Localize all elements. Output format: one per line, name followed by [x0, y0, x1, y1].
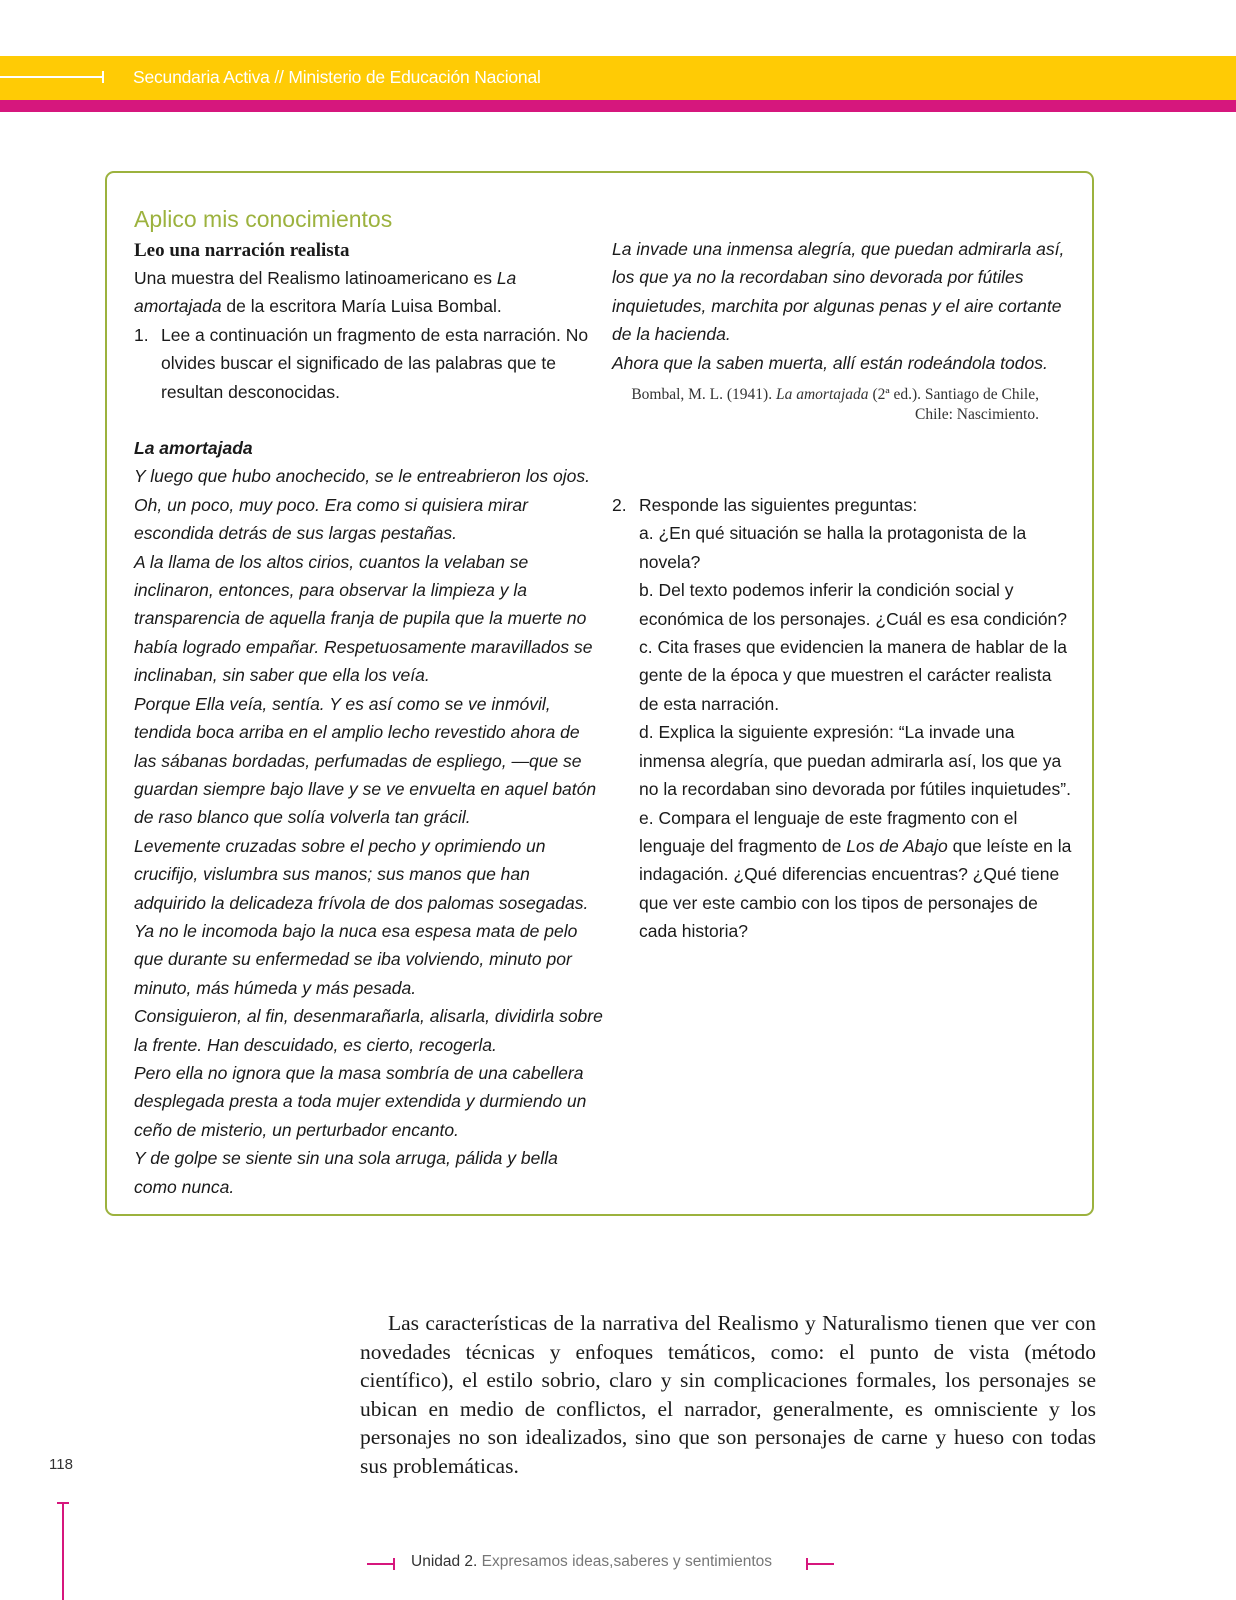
side-rule-mark	[62, 1502, 64, 1600]
activity-right-column	[612, 235, 1072, 946]
excerpt-paragraph: Consiguieron, al fin, desenmarañarla, alisarla, dividirla sobre la frente. Han descuidado, es cierto, recogerla.	[134, 1006, 603, 1055]
excerpt-paragraph: Porque Ella veía, sentía. Y es así como se ve inmóvil, tendida boca arriba en el amplio lecho revestido ahora de las sábanas bordadas, perfumadas de espliego, —que se guardan siempre bajo llave y se ve envuelta en aquel batón de raso blanco que solía volverla tan grácil.	[134, 693, 597, 828]
footer-rule-right	[806, 1563, 834, 1565]
header-rule-mark	[0, 76, 104, 78]
instruction-text: Responde las siguientes preguntas:	[639, 495, 918, 516]
question-e-work-title: Los de Abajo	[846, 835, 948, 856]
question-e-text-1: e. Compara el lenguaje de este fragmento con el lenguaje del fragmento de	[639, 807, 1018, 856]
instruction-number: 2.	[612, 495, 627, 516]
excerpt-paragraph: Y de golpe se siente sin una sola arruga, pálida y bella como nunca.	[134, 1148, 558, 1197]
intro-work-title: La amortajada	[134, 268, 517, 317]
activity-title: Aplico mis conocimientos	[134, 206, 393, 232]
question-e-text-2: que leíste en la indagación. ¿Qué diferencias encuentras? ¿Qué tiene que ver este cambio con los tipos de personajes de cada historia?	[639, 835, 1072, 942]
excerpt-title: La amortajada	[134, 438, 253, 459]
questions-section	[612, 491, 1072, 946]
question-e	[612, 804, 1072, 946]
footer-label	[411, 1553, 772, 1571]
page-number: 118	[49, 1456, 73, 1473]
activity-left-column	[134, 205, 604, 1201]
activity-intro	[134, 264, 604, 321]
instruction-number: 1.	[134, 324, 149, 345]
instruction-item-2	[612, 491, 1072, 519]
footer-rule-left	[367, 1563, 395, 1565]
excerpt-paragraph: A la llama de los altos cirios, cuantos la velaban se inclinaron, entonces, para observar la limpieza y la transparencia de aquella franja de pupila que la muerte no había logrado empañar. Respetuosamente maravillados se inclinaban, sin saber que ella los veía.	[134, 551, 593, 686]
header-accent-stripe	[0, 100, 1236, 112]
intro-text-1: Una muestra del Realismo latinoamericano es	[134, 268, 497, 288]
question-c: c. Cita frases que evidencien la manera de hablar de la gente de la época y que muestren el carácter realista de esta narración.	[639, 637, 1068, 714]
body-paragraph: Las características de la narrativa del Realismo y Naturalismo tienen que ver con novedades técnicas y enfoques temáticos, como: el punto de vista (método científico), el estilo sobrio, claro y sin complicaciones formales, los personajes se ubican en medio de conflictos, el narrador, generalmente, es omnisciente y los personajes no son idealizados, sino que son personajes de carne y hueso con todas sus problemáticas.	[360, 1311, 1096, 1478]
excerpt-paragraph: Ahora que la saben muerta, allí están rodeándola todos.	[612, 352, 1048, 373]
question-a: a. ¿En qué situación se halla la protagonista de la novela?	[639, 523, 1027, 572]
excerpt-citation	[612, 385, 1072, 425]
activity-subtitle: Leo una narración realista	[134, 240, 350, 261]
header-title: Secundaria Activa // Ministerio de Educación Nacional	[133, 67, 541, 87]
excerpt-paragraph: Levemente cruzadas sobre el pecho y oprimiendo un crucifijo, vislumbra sus manos; sus manos que han adquirido la delicadeza frívola de dos palomas sosegadas.	[134, 835, 589, 913]
excerpt-paragraph: La invade una inmensa alegría, que puedan admirarla así, los que ya no la recordaban sino devorada por fútiles inquietudes, marchita por algunas penas y el aire cortante de la hacienda.	[612, 239, 1065, 345]
citation-text-2: (2ª ed.). Santiago de Chile, Chile: Nascimiento.	[868, 386, 1039, 424]
citation-text-1: Bombal, M. L. (1941).	[631, 386, 776, 404]
citation-work-title: La amortajada	[775, 386, 869, 404]
instruction-item-1	[134, 321, 604, 406]
footer	[0, 1552, 1236, 1576]
question-d: d. Explica la siguiente expresión: “La invade una inmensa alegría, que puedan admirarla así, los que ya no la recordaban sino devorada por fútiles inquietudes”.	[639, 722, 1071, 800]
footer-unit: Unidad 2.	[411, 1553, 478, 1570]
intro-text-2: de la escritora María Luisa Bombal.	[221, 296, 502, 317]
question-b: b. Del texto podemos inferir la condición social y económica de los personajes. ¿Cuál es esa condición?	[639, 580, 1068, 629]
excerpt-paragraph: Ya no le incomoda bajo la nuca esa espesa mata de pelo que durante su enfermedad se iba volviendo, minuto por minuto, más húmeda y más pesada.	[134, 920, 578, 998]
excerpt-paragraph: Pero ella no ignora que la masa sombría de una cabellera desplegada presta a toda mujer extendida y durmiendo un ceño de misterio, un perturbador encanto.	[134, 1062, 587, 1140]
instruction-text: Lee a continuación un fragmento de esta narración. No olvides buscar el significado de las palabras que te resultan desconocidas.	[161, 324, 589, 402]
excerpt-paragraph: Y luego que hubo anochecido, se le entreabrieron los ojos. Oh, un poco, muy poco. Era como si quisiera mirar escondida detrás de sus largas pestañas.	[134, 466, 590, 544]
footer-unit-title: Expresamos ideas,saberes y sentimientos	[477, 1553, 772, 1570]
